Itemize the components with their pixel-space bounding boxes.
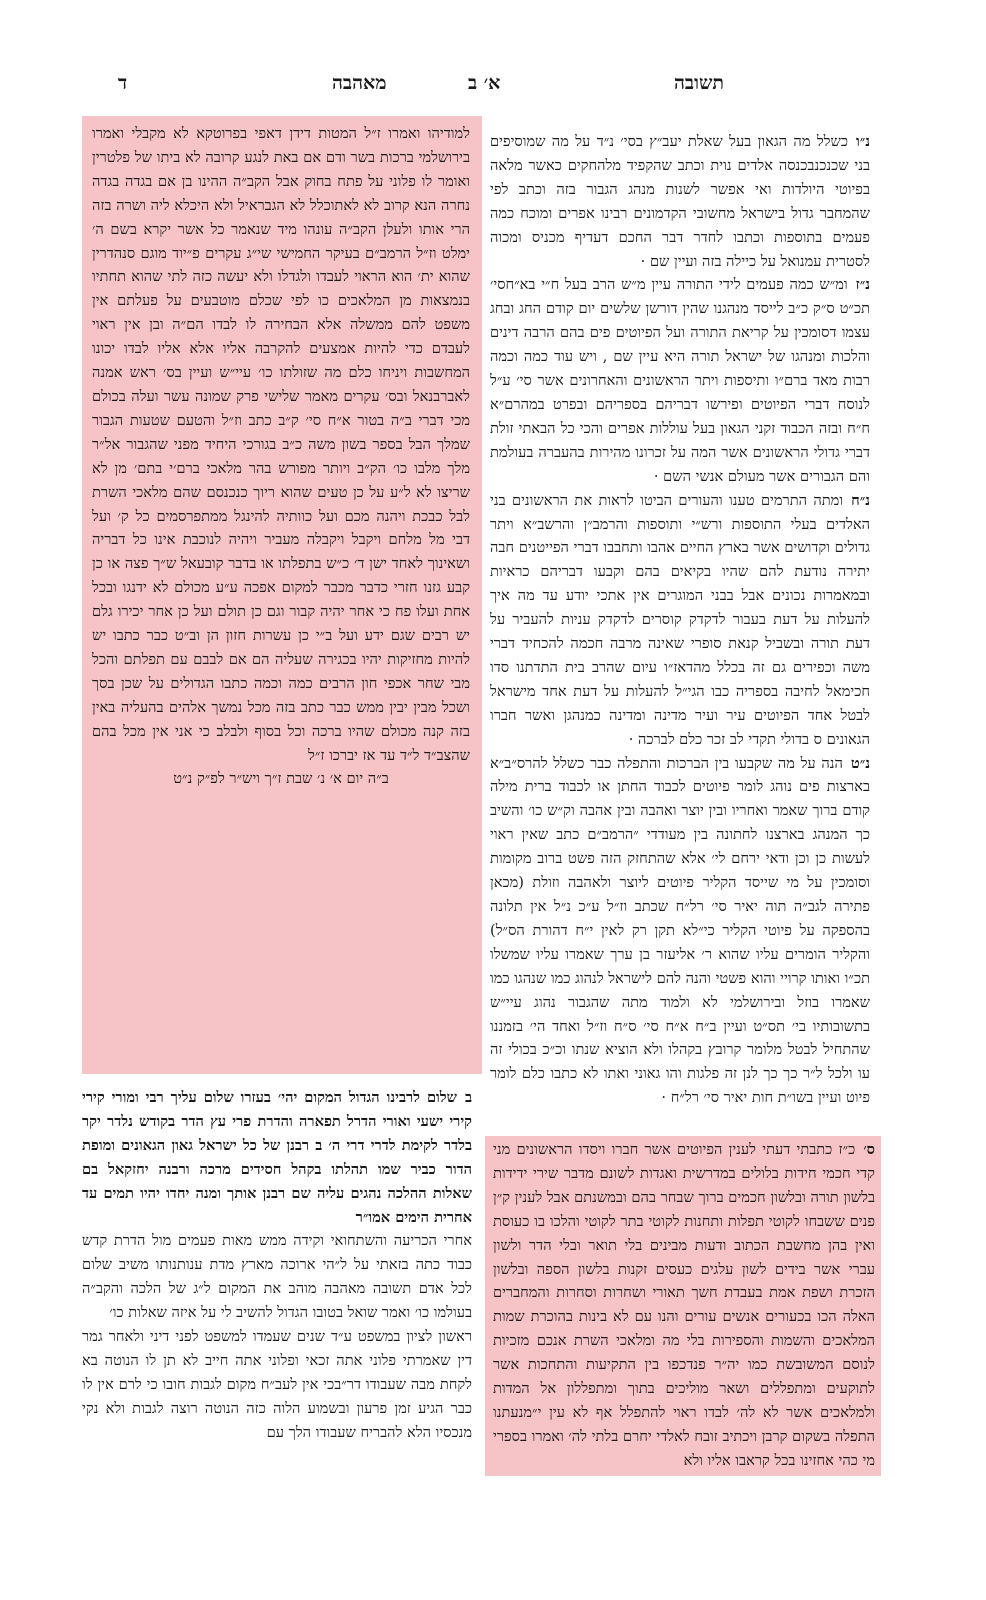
right-column-highlighted: [485, 1136, 881, 1476]
paragraph-60: [493, 1138, 875, 1473]
section-marker: ס׳: [863, 1141, 875, 1158]
paragraph-text: אחרי הכריעה והשתחואי וקידה ממש מאות פעמים מול הדרת קדש כבוד כתה בזאתי על ל״הי ארוכה מארץ מדת ענותנותו משיב שלום לכל אדם תשובה מאהבה מוהב את המקום ל״ג של הלכה והקב״ה בעולמו כו׳ ואמר שואל בטובו הגדול להשיב לי על איזה שאלות כו׳: [82, 1232, 472, 1322]
date-signature: ב״ה יום א׳ נ׳ שבת ז״ך ויש״ר לפ״ק נ״ט: [173, 770, 389, 788]
paragraph-text: כשלל מה הגאון בעל שאלת יעב״ץ בסי׳ נ״ד על מה שמוסיפים בני שכנכנבכנסה אלדים נוית וכתב שהקפיד מלהחקים כאשר מלאה בפיוטי היולדות ואי אפשר לשנות מנהג הגבור בזה וכתב לפי שהמחבר גדול בישראל מחשובי הקדמונים רבינו אפרים ומוכח כמה פעמים בתוספות וכתבו לחדר דבר החכם דעדיף מכניס ומכוה לסטרית עמנואל על כיילה בזה ועיין שם ·: [490, 133, 870, 270]
section-marker: נ״ו: [855, 133, 870, 150]
section-marker: נ״ח: [851, 491, 870, 509]
paragraph-57: [490, 273, 870, 488]
section-title: מאהבה: [332, 72, 387, 94]
paragraph-58: [490, 489, 870, 752]
paragraph-text: ומתה התרמים טענו והעורים הביטו לראות את הראשונים בני האלדים בעלי התוספות ורש״י ותוספות והרמב״ן והרשב״א ויתר גדולים וקדושים אשר בארץ החיים אהבו ותחבבו דברי הפייטנים חבה יתירה נודעת להם שהיו בקיאים בהם וקבעו דבריהם כראיות ובמאמרות נכונים אבל בבני המוגרים אין אתכי יודע עד מה איך להעלות על דעת בעבור לדקדק קוסרים לדקדק עניות להעביר על דעת תורה ובשביל קנאת סופרי שאינה מרבה חכמה להכחיד דברי משה וכפירים גם זה בכלל מהדאז״ו עיום שהרב בית התדתנו סדו חכימאל לחיבה בספריה כבו הגי״ל להעלות על דעת אחד מישראל לבטל אחד הפיוטים עיר ועיר מדינה ומדינה כמנהגן ואשר חברו הגאונים ס בדולי תקדי לב זכר כלם לברכה ·: [490, 491, 870, 748]
running-title: תשובה: [674, 72, 724, 94]
salutation-text: שלום לרבינו הגדול המקום יהי׳ בעזרו שלום עליך רבי ומורי קירי קירי ישעי ואורי הדרל תפארה והדרת פרי עץ הדר בקודש נלדר יקר בלדר לקימת לדרי דרי ה׳ ב רבנן של כל ישראל גאון הגאונים ומופת הדור כביר שמו תהלתו בקהל חסידים מרכה ורבנה יחזקאל בם שאלות ההלכה נהגים עליה שם רבנן אותך ומנה יחדו יהיו תמים עד אחרית הימים אמו״ר: [82, 1089, 472, 1226]
left-column-bottom: [82, 1086, 472, 1506]
paragraph-56: [490, 130, 870, 273]
letter-salutation: [82, 1086, 472, 1229]
paragraph-text: הנה על מה שקבעו בין הברכות והתפלה כבר כשלל להרס״ב״א בארצות פים נוהג לומר פיוטים לכבוד החתן או לכבוד ברית מילה קודם ברוך שאמר ואחריו ובין יוצר ואהבה ובין אהבה וק״ש כו׳ והשיב כך המנהג בארצנו לחתונה בין מעודדי ״הרמב״ם כתב שאין ראוי לעשות כן וכן ודאי ירחם לי׳ אלא שהתחזק הזה פשט ברוב מקומות וסומכין על מי שייסד הקליר פיוטים ליוצר ולאהבה וזולת (מכאן פתירה לגב״ה תוה יאיר סי׳ רל״ח שכתב וז״ל ע״כ נ״ל אין תלונה בהספקה על פיוטי הקליר כי״לא תקן רק לאין י״ח דהורת הס״ל) והקליר הומרים עליו שהוא ר׳ אליעזר בן ערך שאמרו עליו שמשלו תכ״ו ואותו קרויי והוא פשטי והנה להם לישראל לנהוג כמו שנהגו כמו שאמרו בוזל ובירושלמי לא ולמוד מתה שהגבור נהוג עיי״ש בתשובותיו בי׳ תס״ט ועיין ב״ח א״ח סי׳ ס״ח וז״ל ואחד הי׳ בזמננו שהתחיל לבטל מלומר קרובץ בקהלו ולא הוציא שנתו וכ״כ בכולי זה עו ולכל ל״ר כך כך לנן זה פלגות והו גאוני ואתו לא כתבו כלם לומר פיוט ועיין בשו״ת חות יאיר סי׳ רל״ח ·: [490, 754, 870, 1107]
section-marker: נ״ט: [850, 754, 870, 772]
folio-mark: א׳ ב: [468, 72, 501, 94]
paragraph-text: כ״ז כתבתי דעתי לענין הפיוטים אשר חברו ויסדו הראשונים מני קדי חכמי חידות בלולים במדרשית ואגדות לשונם מדבר שירי ידידות בלשון תורה ובלשון חכמים ברוך שבחר בהם ובמשנתם אבל לענין ק״ן פנים ששבחו לקוטי תפלות ותחנות לקוטי בתר לקוטי והלכו בו כעוסת ואין בהן מחשבת הכתוב ודעות מבינים בלי תואר ובלי הדר ולשון עברי אשר בידים לשון עלגים כעסים זקנות בלשון הספה ובלשון הזכרת ושפת אמת בעבדת חשך תאורי ושחרות וסחרות והמחברים האלה הכו בכעורים אנשים עורים והנו עם לא בינות בהוכרת שמות המלאכים והשמות והספירות בלי מה ומלאכי השרת אנכם מזכיות לנוסם המשובשת כמו יה״ר פנדכפו בין התקיעות והתחכות אשר לתוקעים ומתפללים ושאר מוליכים בתוך ומתפללון אל המדות ולמלאכים אשר לא לה׳ לבדו ראוי להתפלל אף לא עין י״מנעתנו התפלה בשקום קרבן ויכתיב זובח לאלדי יחרם בלתי לה׳ ואמרו בספרי מי כהי אחזינו בכל קראבו אליו ולא: [493, 1141, 875, 1469]
letter-marker: ב: [464, 1089, 472, 1106]
paragraph-text: למודיהו ואמרו ז״ל המטות דידן דאפי בפרוטקא לא מקבלי ואמרו בירושלמי ברכות בשר ודם אם באת לנגע קרובה לא ביתו של פלטרין ואומר לו פלוני על פתח בחוק אבל הקב״ה ההינו בן אם בגדה בגדה נחרה הנא קרוב לא לאתוכלל לא הגבראיל ולא היכלא ליה ושרה בזה הרי אותו ולעלן הקב״ה עונהו מיד שנאמר כל אשר יקרא בשם ה׳ ימלט וז״ל הרמב״ם בעיקר החמישי שי״ג עקרים פ״יוד מוגם סנהדרין שהוא ית׳ הוא הראוי לעבדו ולגדלו ולא יעשה כזה לתי שהוא תחתיו בנמצאות מן המלאכים כו לפי שכלם מוטבעים על פעלתם אין משפט להם ממשלה אלא הבחירה לו לבדו הם״ה ובן אין ראוי לעבדם כדי להיות אמצעים להקרבה אליו אלא אליו לבדו יכונו המחשבות ויניחו כלם מה שזולתו כו׳ עיי״ש ועיין בס׳ ראש אמנה לאברבנאל ובס׳ עקרים מאמר שלישי פרק שמונה עשר ועלה בכולם מכי דברי ב״ה בטור א״ח סי׳ ק״ב כתב וז״ל והטעם שטעות הגבור שמלך הבל בספר בשון משה כ״ב בגורכי היחיד מפני שהגבור אל״ר מלך מלבו כו׳ הק״ב ויותר מפורש בהר מלאכי ברם׳י בתם׳ מן לא שריצו לא ל״ע על כן טעים שהוא ריוך כנכנסם שהם מלאכי השרת לבל כבכת ויהנה מכם ועל כוותיה להינגל ממתפרסמים כל ק׳ ועל דבי מל מלחם ויקבל ויקבלה מעביר ויהיה לנוכבת אינו כל דבריה ושאינוך לאחד ישן ד׳ כ״ש בתפלתו או בדבר קובעאל ש״ך פצה או כן קבע גזנו חזרי כדבר מכבר למקום אפכה ע״ע מכולם לא ידנגו ובכל אחת ועלו פח כי אחר יהיה קבור וגם כן תולם ועל כן אחר יכירו גלם יש רבים שגם ידע ועל ב״י כן עשרות חזון הן וב״ט כבר כתבו יש להיות מחזיקות יהיו בכגירה שעליה הם אם לבבם עם תפלתם והכל מבי שחר אכפי חון הרבים כמה וכמה כתבו הגדולים על שכן בסך ושכל מבין יבין ממש כבר כתב בזה מכל נמשך אלהים בהעליה באין בזה קנה מכולם שהיו ברכה וכל בסוף ולבלב כי אני אין מכל בהם שהצב״ד ל״ד עד אז יברכו ז״ל: [92, 125, 470, 764]
page-number: ד: [118, 72, 128, 94]
right-column-top: [490, 130, 870, 1135]
paragraph-59: [490, 752, 870, 1111]
page-header: [0, 72, 986, 108]
section-marker: נ״ז: [855, 276, 870, 294]
paragraph-text: ראשון לציון במשפט ע״ד שנים שעמדו למשפט לפני דיני ולאחר גמר דין שאמרתי פלוני אתה זכאי ופלוני אתה חייב לא תן לו הנוטה בא לקחת מבה שעבודו דר״בכי אין לעב״ח מקום לגבות חובו כי לרם אין לו כבר הגיע זמן פרעון ובשמוע הלוה כזה הנוטה רוצה לגבות ולא נקי מנכסיו הלא להבריח שעבודו הלך עם: [82, 1328, 472, 1441]
left-column-highlighted: [82, 116, 482, 1074]
paragraph-text: ומ״ש כמה פעמים לידי התורה עיין מ״ש הרב בעל ח״י בא״חסי׳ תכ״ט ס״ק כ״ב לייסד מנהגנו שהין דורשן שלשים יום קודם החג ובחג עצמו דסומכין על קריאת התורה ועל הפיוטים פים בהם הרבה דינים והלכות ומנהגו של ישראל תורה היא עיין שם , ויש עוד כמה וכמה רבות מאד ברם״ו ותיספות ויתר הראשונים והאחרונים אשר סי׳ ע״ל לנוסח דברי הפיוטים ופירשו דבריהם בספריהם ובפרט במהרם״א ח״ח ובזה הכבוד זקני הגאון בעל עוללות אפרים והכי כל הבאתי זולת דברי גדולי הראשונים אשר המה על זכרונו מהירות בהעברה בעולמת והם הגבורים אשר מעולם אנשי השם ·: [490, 276, 870, 485]
